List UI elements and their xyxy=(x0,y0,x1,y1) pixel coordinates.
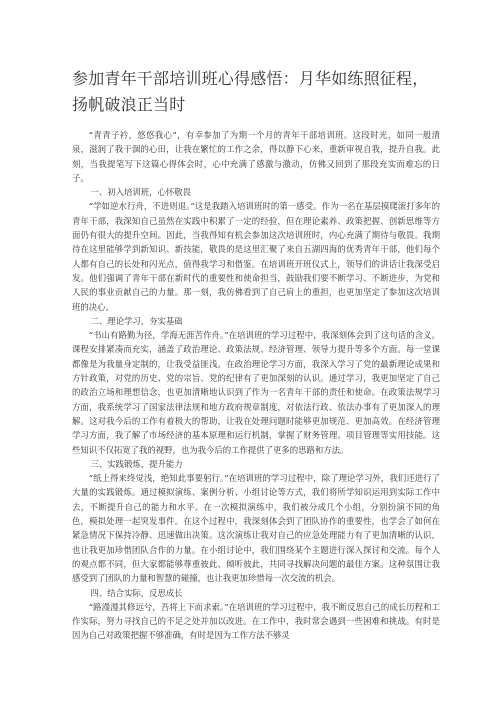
section-heading-1: 一、初入培训班，心怀敬畏 xyxy=(90,187,191,198)
document-title: 参加青年干部培训班心得感悟：月华如练照征程，扬帆破浪正当时 xyxy=(72,69,429,114)
paragraph-section-4: “路漫漫其修远兮，吾将上下而求索。”在培训班的学习过程中，我不断反思自己的成长历程和工作实际，努力寻找自己的不足之处并加以改进。在工作中，我时常会遇到一些困难和挑战。有时是因为自己对政策把握不够准确，有时是因为工作方法不够灵 xyxy=(72,601,440,641)
section-heading-2: 二、理论学习，夯实基础 xyxy=(90,315,183,326)
document-body xyxy=(72,128,440,643)
paragraph-intro: “青青子衿，悠悠我心”，有幸参加了为期一个月的青年干部培训班。这段时光，如同一般清泉，滋润了我干涸的心田，让我在繁忙的工作之余，得以静下心来，重新审视自我，提升自我。此刻，当我提笔写下这篇心得体会时，心中充满了感激与激动，仿佛又回到了那段充实而难忘的日子。 xyxy=(72,130,440,183)
paragraph-section-1: “学如逆水行舟，不进则退。”这是我踏入培训班时的第一感受。作为一名在基层摸爬滚打多年的青年干部，我深知自己虽然在实践中积累了一定的经验，但在理论素养、政策把握、创新思维等方面仍有很大的提升空间。因此，当我得知有机会参加这次培训班时，内心充满了期待与敬畏。我期待在这里能够学到新知识、新技能，敬畏的是这里汇聚了来自五湖四海的优秀青年干部，他们每个人都有自己的长处和闪光点，值得我学习和借鉴。在培训班开班仪式上，领导们的讲话让我深受启发。他们强调了青年干部在新时代的重要性和使命担当，鼓励我们要不断学习、不断进步，为党和人民的事业贡献自己的力量。那一刻，我仿佛看到了自己肩上的重担，也更加坚定了参加这次培训班的决心。 xyxy=(72,201,440,312)
section-heading-4: 四、结合实际，反思成长 xyxy=(90,587,183,598)
paragraph-section-3: “纸上得来终觉浅，绝知此事要躬行。”在培训班的学习过程中，除了理论学习外，我们还进行了大量的实践锻炼。通过模拟演练、案例分析、小组讨论等方式，我们将所学知识运用到实际工作中去，不断提升自己的能力和水平。在一次模拟演练中，我们被分成几个小组，分别扮演不同的角色，模拟处理一起突发事件。在这个过程中，我深刻体会到了团队协作的重要性，也学会了如何在紧急情况下保持冷静、迅速做出决策。这次演练让我对自己的应急处理能力有了更加清晰的认识，也让我更加珍惜团队合作的力量。在小组讨论中，我们围绕某个主题进行深入探讨和交流。每个人的观点都不同，但大家都能够尊重彼此、倾听彼此，共同寻找解决问题的最佳方案。这种氛围让我感受到了团队的力量和智慧的碰撞，也让我更加珍惜每一次交流的机会。 xyxy=(72,473,440,584)
paragraph-section-2: “书山有路勤为径，学海无涯苦作舟。”在培训班的学习过程中，我深刻体会到了这句话的含义。课程安排紧凑而充实，涵盖了政治理论、政策法规、经济管理、领导力提升等多个方面。每一堂课都像是为我量身定制的，让我受益匪浅。在政治理论学习方面，我深入学习了党的最新理论成果和方针政策，对党的历史、党的宗旨、党的纪律有了更加深刻的认识。通过学习，我更加坚定了自己的政治立场和理想信念，也更加清晰地认识到了作为一名青年干部的责任和使命。在政策法规学习方面，我系统学习了国家法律法规和地方政府规章制度，对依法行政、依法办事有了更加深入的理解。这对我今后的工作有着极大的帮助，让我在处理问题时能够更加规范、更加高效。在经济管理学习方面，我了解了市场经济的基本原理和运行机制，掌握了财务管理、项目管理等实用技能。这些知识不仅拓宽了我的视野，也为我今后的工作提供了更多的思路和方法。 xyxy=(72,330,440,455)
section-heading-3: 三、实践锻炼，提升能力 xyxy=(90,458,183,469)
